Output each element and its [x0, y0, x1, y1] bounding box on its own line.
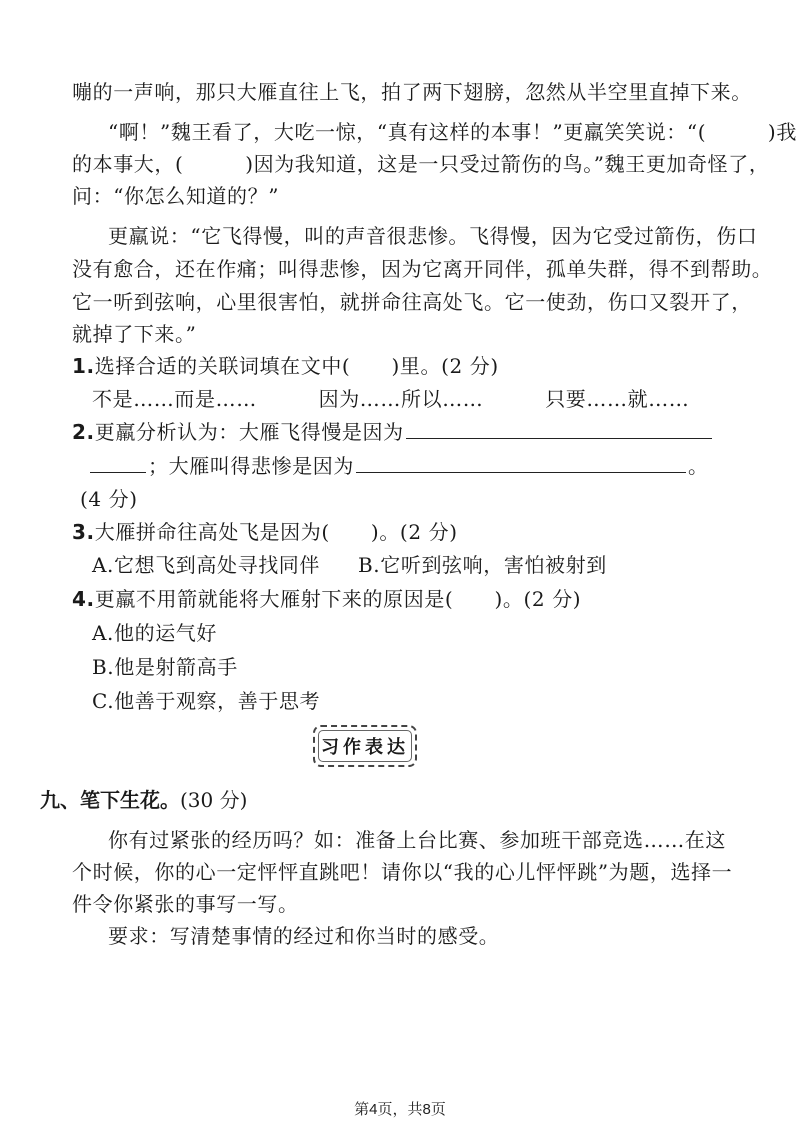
- question-4-number: 4.: [72, 587, 95, 611]
- answer-blank-2c[interactable]: [356, 452, 686, 473]
- answer-blank-2a[interactable]: [406, 418, 712, 439]
- question-2-continued: [88, 452, 709, 480]
- question-4-option-b: B.他是射箭高手: [92, 655, 238, 679]
- writing-heading-row: [40, 786, 247, 814]
- writing-prompt-line-3: 件令你紧张的事写一写。: [72, 892, 299, 916]
- question-2-score: (4 分): [80, 487, 138, 511]
- story-line-6: 没有愈合，还在作痛；叫得悲惨，因为它离开同伴，孤单失群，得不到帮助。: [72, 257, 773, 281]
- question-4-option-a: A.他的运气好: [92, 621, 218, 645]
- question-1-text: 选择合适的关联词填在文中( )里。(2 分): [94, 354, 499, 378]
- story-line-7: 它一听到弦响，心里很害怕，就拼命往高处飞。它一使劲，伤口又裂开了，: [72, 290, 752, 314]
- story-line-8: 就掉了下来。”: [72, 322, 197, 346]
- writing-requirement: 要求：写清楚事情的经过和你当时的感受。: [108, 924, 500, 948]
- story-line-5: 更羸说：“它飞得慢，叫的声音很悲惨。飞得慢，因为它受过箭伤，伤口: [108, 224, 758, 248]
- question-1-options: 不是……而是…… 因为……所以…… 只要……就……: [92, 387, 690, 411]
- story-line-1: 嘣的一声响，那只大雁直往上飞，拍了两下翅膀，忽然从半空里直掉下来。: [72, 80, 752, 104]
- question-4: [72, 585, 581, 613]
- writing-prompt-line-2: 个时候，你的心一定怦怦直跳吧！请你以“我的心儿怦怦跳”为题，选择一: [72, 860, 733, 884]
- question-2: [72, 418, 714, 446]
- section-tag: 习作表达: [318, 730, 412, 762]
- writing-heading: 九、笔下生花。: [40, 788, 180, 812]
- page-footer: 第4页，共8页: [354, 1101, 446, 1118]
- question-2-text-a: 更羸分析认为：大雁飞得慢是因为: [94, 420, 404, 444]
- writing-prompt-line-1: 你有过紧张的经历吗？如：准备上台比赛、参加班干部竞选……在这: [108, 828, 726, 852]
- answer-blank-2b[interactable]: [90, 452, 146, 473]
- question-2-number: 2.: [72, 420, 95, 444]
- story-line-4: 问：“你怎么知道的？”: [72, 184, 280, 208]
- question-3-option-a: A.它想飞到高处寻找同伴: [92, 553, 321, 577]
- section-tag-frame: [313, 725, 417, 767]
- question-3-option-b: B.它听到弦响，害怕被射到: [358, 553, 607, 577]
- question-3: [72, 518, 458, 546]
- question-1: [72, 352, 499, 380]
- question-2-end: 。: [688, 454, 709, 478]
- question-1-number: 1.: [72, 354, 95, 378]
- story-line-2: “啊！”魏王看了，大吃一惊，“真有这样的本事！”更羸笑笑说：“( )我: [108, 120, 797, 144]
- question-4-text: 更羸不用箭就能将大雁射下来的原因是( )。(2 分): [94, 587, 582, 611]
- question-3-text: 大雁拼命往高处飞是因为( )。(2 分): [94, 520, 458, 544]
- writing-score: (30 分): [180, 788, 248, 812]
- story-line-3: 的本事大，( )因为我知道，这是一只受过箭伤的鸟。”魏王更加奇怪了，: [72, 152, 770, 176]
- question-4-option-c: C.他善于观察，善于思考: [92, 689, 321, 713]
- question-2-text-b: ；大雁叫得悲惨是因为: [148, 454, 354, 478]
- question-3-number: 3.: [72, 520, 95, 544]
